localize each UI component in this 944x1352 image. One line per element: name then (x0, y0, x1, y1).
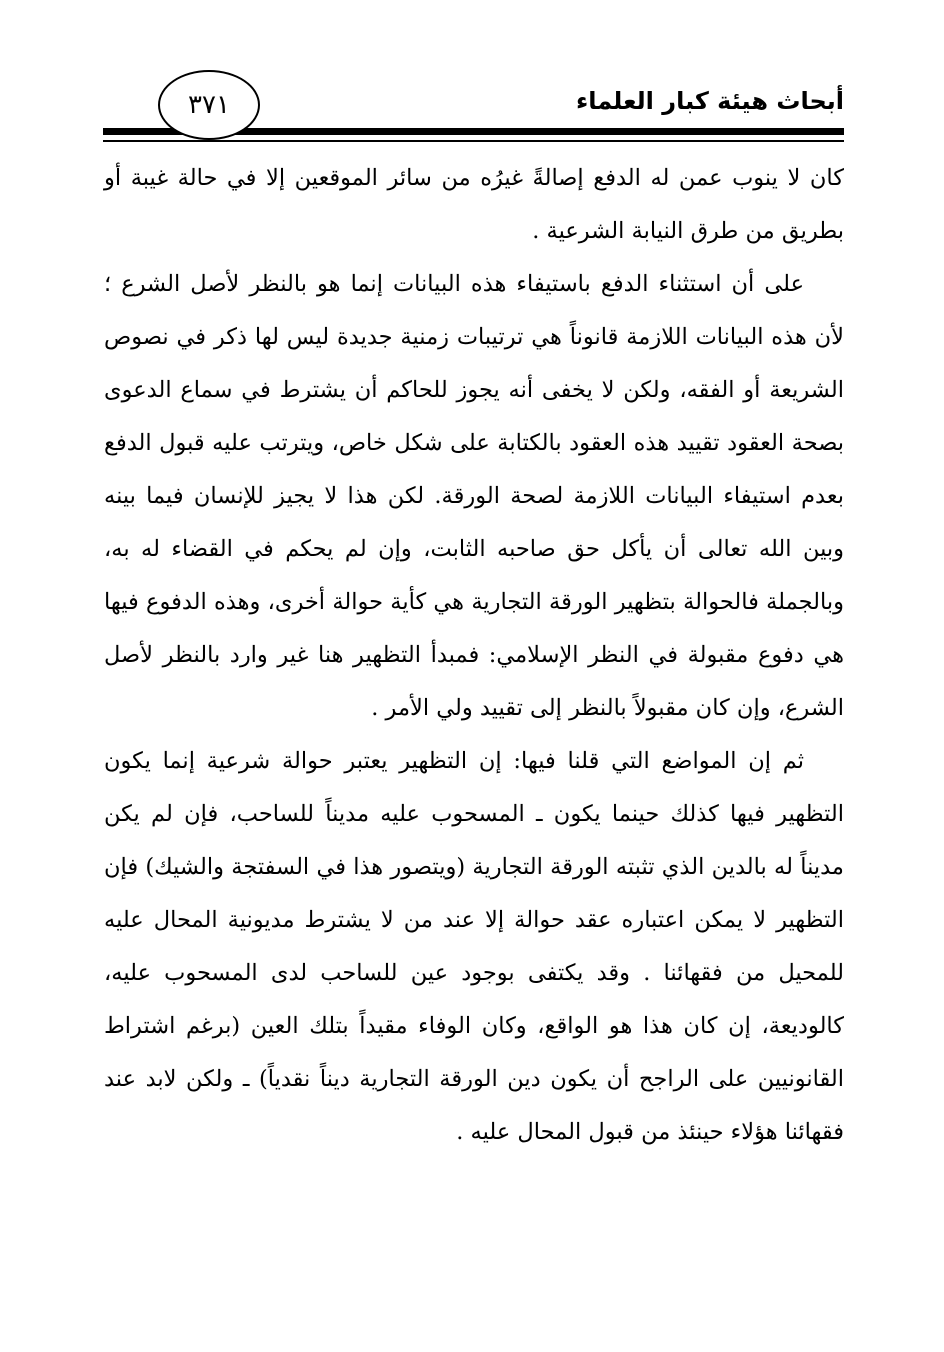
paragraph-2: على أن استثناء الدفع باستيفاء هذه البيانات إنما هو بالنظر لأصل الشرع ؛ لأن هذه البيانات اللازمة قانوناً هي ترتيبات زمنية جديدة ليس لها ذكر في نصوص الشريعة أو الفقه، ولكن لا يخفى أنه يجوز للحاكم أن يشترط في سماع الدعوى بصحة العقود تقييد هذه العقود بالكتابة على شكل خاص، ويترتب عليه قبول الدفع بعدم استيفاء البيانات اللازمة لصحة الورقة. لكن هذا لا يجيز للإنسان فيما بينه وبين الله تعالى أن يأكل حق صاحبه الثابت، وإن لم يحكم في القضاء له به، وبالجملة فالحوالة بتظهير الورقة التجارية هي كأية حوالة أخرى، وهذه الدفوع فيها هي دفوع مقبولة في النظر الإسلامي: فمبدأ التظهير هنا غير وارد بالنظر لأصل الشرع، وإن كان مقبولاً بالنظر إلى تقييد ولي الأمر . (104, 271, 844, 721)
paragraph-3: ثم إن المواضع التي قلنا فيها: إن التظهير يعتبر حوالة شرعية إنما يكون التظهير فيها كذلك حينما يكون ـ المسحوب عليه مديناً للساحب، فإن لم يكن مديناً له بالدين الذي تثبته الورقة التجارية (ويتصور هذا في السفتجة والشيك) فإن التظهير لا يمكن اعتباره عقد حوالة إلا عند من لا يشترط مديونية المحال عليه للمحيل من فقهائنا . وقد يكتفى بوجود عين للساحب لدى المسحوب عليه، كالوديعة، إن كان هذا هو الواقع، وكان الوفاء مقيداً بتلك العين (برغم اشتراط القانونيين على الراجح أن يكون دين الورقة التجارية ديناً نقدياً) ـ ولكن لابد عند فقهائنا هؤلاء حينئذ من قبول المحال عليه . (104, 748, 844, 1145)
page-number: ٣٧١ (188, 90, 230, 120)
body-text (104, 152, 844, 1159)
paragraph-1: كان لا ينوب عمن له الدفع إصالةً غيرُه من سائر الموقعين إلا في حالة غيبة أو بطريق من طرق النيابة الشرعية . (104, 165, 844, 244)
page-number-oval (158, 70, 260, 140)
running-header-title: أبحاث هيئة كبار العلماء (575, 87, 844, 115)
header-rule-thin (103, 140, 844, 142)
